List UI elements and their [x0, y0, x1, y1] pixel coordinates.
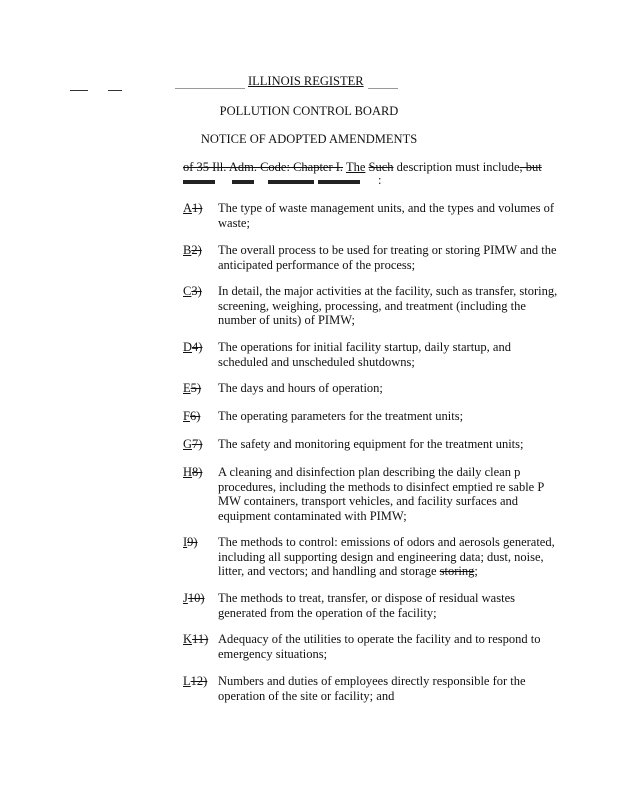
item-text: The type of waste management units, and the types and volumes of waste;	[218, 201, 555, 230]
list-item	[183, 243, 563, 272]
notice-title: NOTICE OF ADOPTED AMENDMENTS	[200, 132, 418, 146]
item-number: A1)	[183, 201, 203, 215]
item-text: The methods to control: emissions of odors and aerosols generated, including all supporting design and engineering data; dust, noise, litter, and vectors; and handling and storage storing;	[218, 535, 555, 578]
list-item	[183, 201, 563, 230]
list-item	[183, 437, 563, 452]
header-scribble	[368, 88, 398, 89]
item-number: I9)	[183, 535, 198, 549]
item-text: Adequacy of the utilities to operate the facility and to respond to emergency situations;	[218, 632, 541, 661]
item-text: The overall process to be used for treating or storing PIMW and the anticipated performance of the process;	[218, 243, 557, 272]
list-item	[183, 409, 563, 424]
intro-middle: description must include	[396, 160, 520, 174]
item-number: L12)	[183, 674, 208, 688]
header-scribble	[175, 88, 245, 89]
item-number: B2)	[183, 243, 202, 257]
struck-such: Such	[368, 160, 394, 174]
item-text: The operating parameters for the treatment units;	[218, 409, 464, 423]
item-text: The safety and monitoring equipment for the treatment units;	[218, 437, 524, 451]
item-text: Numbers and duties of employees directly responsible for the operation of the site or facility; and	[218, 674, 526, 703]
struck-but: , but	[519, 160, 542, 174]
redacted-mark	[232, 180, 254, 184]
list-item	[183, 465, 563, 523]
intro-line	[183, 160, 542, 175]
item-number: H8)	[183, 465, 203, 479]
redacted-mark	[183, 180, 215, 184]
header-scribble	[70, 90, 88, 91]
item-number: E5)	[183, 381, 202, 395]
register-title: ILLINOIS REGISTER	[248, 74, 364, 88]
list-item	[183, 381, 563, 396]
list-item	[183, 674, 563, 703]
item-number: G7)	[183, 437, 203, 451]
list-item	[183, 591, 563, 620]
item-number: D4)	[183, 340, 203, 354]
item-text: In detail, the major activities at the facility, such as transfer, storing, screening, weighing, processing, and treatment (including the number of units) of PIMW;	[218, 284, 558, 327]
list-item	[183, 340, 563, 369]
item-text: The days and hours of operation;	[218, 381, 383, 395]
item-text: The methods to treat, transfer, or dispose of residual wastes generated from the operation of the facility;	[218, 591, 515, 620]
item-number: K11)	[183, 632, 209, 646]
struck-reference: of 35 Ill. Adm. Code: Chapter I.	[183, 160, 344, 174]
board-title: POLLUTION CONTROL BOARD	[219, 104, 399, 118]
header-scribble	[108, 90, 122, 91]
list-item	[183, 535, 563, 579]
item-number: F6)	[183, 409, 201, 423]
redacted-mark	[318, 180, 360, 184]
item-text: The operations for initial facility startup, daily startup, and scheduled and unscheduled shutdowns;	[218, 340, 511, 369]
redacted-mark	[268, 180, 314, 184]
item-number: J10)	[183, 591, 205, 605]
intro-line2-end: :	[378, 173, 382, 187]
list-item	[183, 284, 563, 328]
inserted-the: The	[345, 160, 366, 174]
struck-storing: storing	[439, 564, 475, 578]
item-text: A cleaning and disinfection plan describing the daily clean p procedures, including the methods to disinfect emptied re sable P MW containers, transport vehicles, and facility surfaces and equipment contaminated with PIMW;	[218, 465, 544, 523]
item-number: C3)	[183, 284, 202, 298]
list-item	[183, 632, 563, 661]
